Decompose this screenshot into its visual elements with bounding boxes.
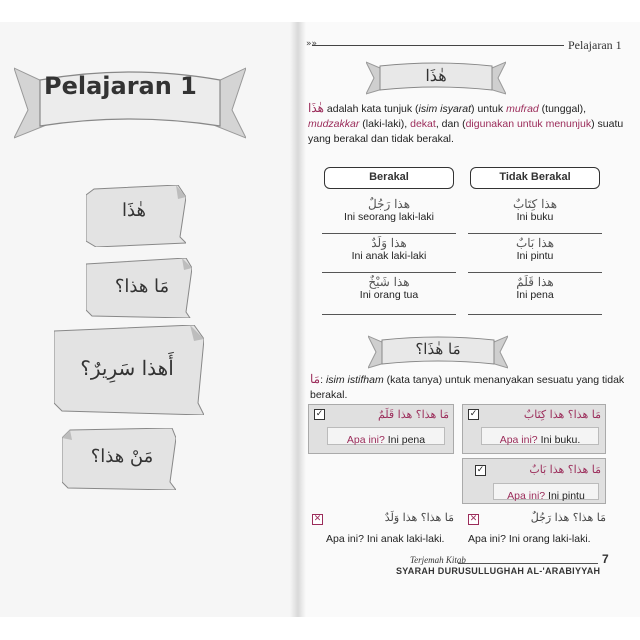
- header-arrows: »»: [306, 39, 318, 49]
- card-answer: Ini buku.: [537, 434, 581, 446]
- card-answer-box: [493, 483, 599, 500]
- cross-icon: ✕: [313, 514, 322, 524]
- intro-text: (tunggal),: [538, 103, 587, 115]
- card-arabic: مَا هذا؟ هذا بَابٌ: [529, 463, 601, 476]
- cell-rule: [468, 314, 602, 315]
- lesson-title: Pelajaran 1: [44, 72, 197, 100]
- page-number: 7: [602, 552, 609, 566]
- intro-paragraph: [308, 101, 626, 147]
- ribbon-text-1: هٰذَا: [122, 200, 146, 221]
- intro-text: adalah kata tunjuk (: [323, 103, 419, 115]
- wrong-text: Apa ini? Ini orang laki-laki.: [468, 533, 591, 545]
- column-head-berakal: Berakal: [324, 167, 454, 189]
- card-arabic: مَا هذا؟ هذا قَلَمٌ: [377, 408, 449, 421]
- para2-term: isim istifham: [325, 374, 384, 386]
- header-title: Pelajaran 1: [568, 38, 622, 52]
- wrong-arabic: مَا هذا؟ هذا وَلَدٌ: [384, 511, 454, 524]
- footer-rule: [458, 563, 598, 564]
- para2-text: (kata tanya) untuk menanyakan sesuatu yang tidak berakal.: [310, 374, 625, 401]
- card-question: Apa ini?: [507, 490, 546, 502]
- card-answer: Ini pintu: [545, 490, 585, 502]
- istifham-paragraph: [310, 372, 628, 403]
- wrong-arabic: مَا هذا؟ هذا رَجُلٌ: [530, 511, 606, 524]
- check-icon: ✓: [469, 409, 478, 419]
- column-head-tidak-berakal: Tidak Berakal: [470, 167, 600, 189]
- section2-heading: مَا هٰذَا؟: [415, 340, 461, 358]
- cell-rule: [322, 233, 456, 234]
- cell-arabic: هذا شَيْخٌ: [368, 275, 410, 289]
- intro-text: ) untuk: [471, 103, 507, 115]
- table-cell: [468, 275, 602, 301]
- cell-rule: [468, 233, 602, 234]
- cell-translation: Ini buku: [516, 211, 554, 223]
- check-icon: ✓: [315, 409, 324, 419]
- intro-text: (laki-laki),: [359, 118, 411, 130]
- example-card: [462, 404, 606, 454]
- card-question: Apa ini?: [499, 434, 538, 446]
- cell-arabic: هذا رَجُلٌ: [367, 197, 411, 211]
- check-icon: ✓: [476, 465, 485, 475]
- table-cell: [322, 197, 456, 223]
- cell-arabic: هذا كِتَابٌ: [512, 197, 558, 211]
- table-cell: [468, 197, 602, 223]
- cell-translation: Ini anak laki-laki: [351, 250, 427, 262]
- ribbon-text-4: مَنْ هذا؟: [90, 446, 154, 467]
- intro-term: dekat: [410, 118, 436, 130]
- cross-icon: ✕: [469, 514, 478, 524]
- intro-word: هٰذَا: [308, 101, 324, 115]
- cell-translation: Ini pintu: [516, 250, 554, 262]
- card-arabic: مَا هذا؟ هذا كِتَابٌ: [523, 408, 601, 421]
- example-card: [462, 458, 606, 504]
- cell-rule: [322, 272, 456, 273]
- table-cell: [468, 236, 602, 262]
- table-cell: [322, 236, 456, 262]
- intro-term: digunakan untuk menunjuk: [465, 118, 592, 130]
- example-card: [308, 404, 454, 454]
- cell-translation: Ini orang tua: [359, 289, 419, 301]
- intro-term: mufrad: [506, 103, 539, 115]
- cell-translation: Ini seorang laki-laki: [344, 211, 434, 223]
- ribbon-text-3: أَهذا سَرِيرٌ؟: [80, 356, 174, 380]
- header-rule: [312, 45, 564, 46]
- cell-rule: [322, 314, 456, 315]
- intro-text: ) suatu yang berakal dan tidak berakal.: [308, 118, 624, 145]
- book-gutter: [290, 22, 306, 617]
- cell-rule: [468, 272, 602, 273]
- para2-word: مَا: [310, 372, 321, 386]
- cell-translation: Ini pena: [516, 289, 554, 301]
- wrong-text: Apa ini? Ini anak laki-laki.: [326, 533, 445, 545]
- intro-text: , dan (: [435, 118, 466, 130]
- ribbon-text-2: مَا هذا؟: [114, 276, 170, 297]
- cell-arabic: هذا قَلَمٌ: [516, 275, 554, 289]
- card-answer-box: [481, 427, 599, 445]
- table-cell: [322, 275, 456, 301]
- cell-arabic: هذا وَلَدٌ: [371, 236, 407, 250]
- footer-label: Terjemah Kitab: [410, 555, 466, 565]
- card-question: Apa ini?: [346, 434, 385, 446]
- cell-arabic: هذا بَابٌ: [515, 236, 555, 250]
- card-answer: Ini pena: [384, 434, 426, 446]
- intro-term: isim isyarat: [418, 103, 472, 115]
- section1-heading: هٰذَا: [425, 66, 447, 85]
- para2-text: :: [320, 374, 326, 386]
- book-title: SYARAH DURUSULLUGHAH AL-'ARABIYYAH: [396, 566, 601, 576]
- card-answer-box: [327, 427, 445, 445]
- intro-term: mudzakkar: [308, 118, 360, 130]
